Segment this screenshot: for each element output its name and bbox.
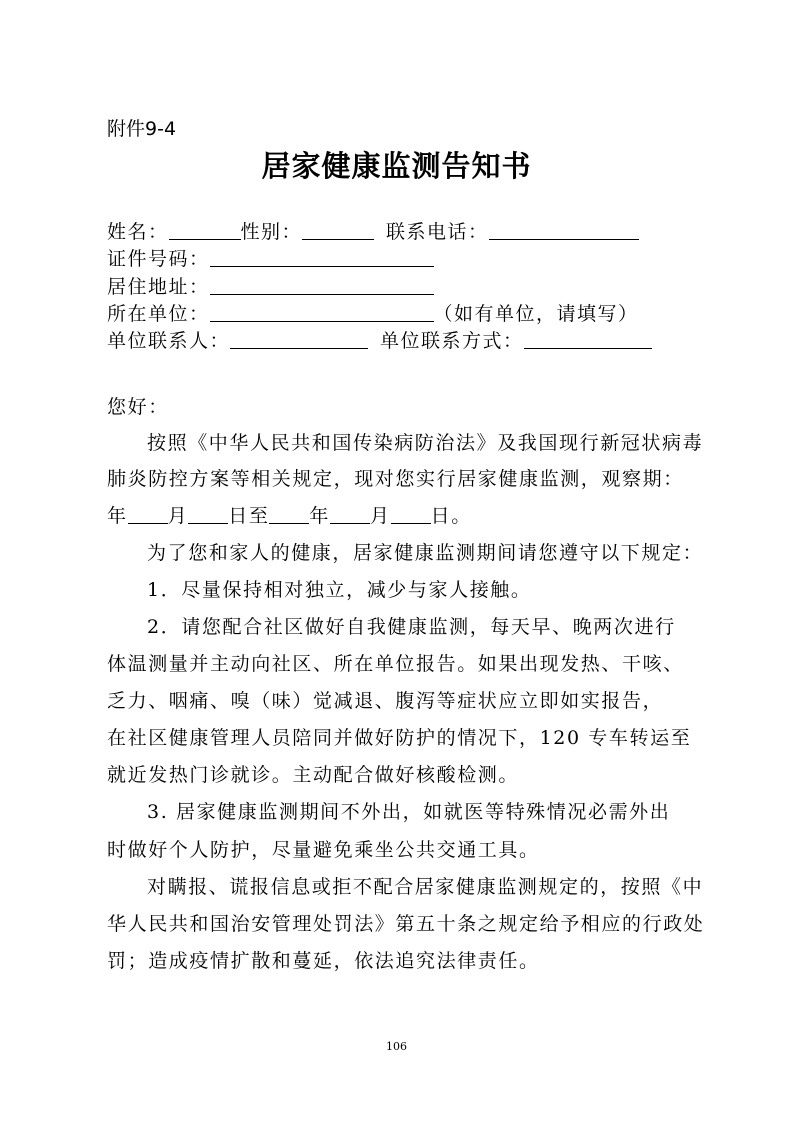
form-row-personal	[107, 218, 639, 246]
rule-2-line: 体温测量并主动向社区、所在单位报告。如果出现发热、干咳、	[107, 653, 684, 675]
rule-2-line: 在社区健康管理人员陪同并做好防护的情况下，120 专车转运至	[107, 727, 692, 749]
rule-2-line: 2．请您配合社区做好自我健康监测，每天早、晚两次进行	[147, 616, 676, 638]
greeting: 您好：	[107, 396, 169, 418]
period-month-label: 月	[167, 505, 189, 527]
rule-2-line: 乏力、咽痛、嗅（味）觉减退、腹泻等症状应立即如实报告，	[107, 690, 664, 712]
paragraph-line: 罚；造成疫情扩散和蔓延，依法追究法律责任。	[107, 950, 540, 972]
period-day-to-label: 日至	[228, 505, 270, 527]
employer-contact-method-label: 单位联系方式：	[380, 330, 524, 352]
period-month-label: 月	[370, 505, 391, 527]
gender-label: 性别：	[240, 221, 303, 243]
observation-period	[107, 502, 472, 530]
period-year-label: 年	[309, 505, 331, 527]
address-field[interactable]	[210, 274, 434, 295]
employer-contact-field[interactable]	[230, 328, 368, 349]
form-row-address	[107, 273, 434, 301]
name-label: 姓名：	[107, 221, 169, 243]
employer-note: （如有单位，请填写）	[433, 303, 639, 325]
end-year-field[interactable]	[269, 503, 309, 524]
period-year-label: 年	[107, 505, 128, 527]
start-year-field[interactable]	[128, 503, 168, 524]
phone-field[interactable]	[489, 219, 639, 240]
paragraph-line: 按照《中华人民共和国传染病防治法》及我国现行新冠状病毒	[147, 432, 704, 454]
attachment-label: 附件9-4	[107, 118, 177, 140]
rule-3-line: 时做好个人防护，尽量避免乘坐公共交通工具。	[107, 839, 540, 861]
phone-label: 联系电话：	[386, 221, 489, 243]
page-number: 106	[386, 1040, 407, 1053]
rule-2-line: 就近发热门诊就诊。主动配合做好核酸检测。	[107, 764, 520, 786]
page-title: 居家健康监测告知书	[261, 149, 532, 183]
end-day-field[interactable]	[391, 503, 431, 524]
form-row-id	[107, 245, 434, 273]
paragraph-line: 对瞒报、谎报信息或拒不配合居家健康监测规定的，按照《中	[147, 876, 704, 898]
rule-3-line: 3. 居家健康监测期间不外出，如就医等特殊情况必需外出	[147, 801, 671, 823]
period-day-end-label: 日。	[430, 505, 472, 527]
id-field[interactable]	[210, 246, 434, 267]
employer-contact-label: 单位联系人：	[107, 330, 231, 352]
paragraph-line: 肺炎防控方案等相关规定，现对您实行居家健康监测，观察期：	[107, 468, 684, 490]
form-row-employer-contact	[107, 327, 652, 355]
id-label: 证件号码：	[107, 248, 210, 270]
name-field[interactable]	[169, 219, 241, 240]
paragraph-line: 为了您和家人的健康，居家健康监测期间请您遵守以下规定：	[147, 542, 704, 564]
employer-contact-method-field[interactable]	[524, 328, 652, 349]
end-month-field[interactable]	[330, 503, 370, 524]
gender-field[interactable]	[302, 219, 374, 240]
employer-label: 所在单位：	[107, 303, 210, 325]
paragraph-line: 华人民共和国治安管理处罚法》第五十条之规定给予相应的行政处	[107, 913, 705, 935]
form-row-employer	[107, 300, 639, 328]
employer-field[interactable]	[210, 301, 434, 322]
address-label: 居住地址：	[107, 276, 210, 298]
rule-1: 1．尽量保持相对独立，减少与家人接触。	[147, 579, 532, 601]
start-month-field[interactable]	[188, 503, 228, 524]
